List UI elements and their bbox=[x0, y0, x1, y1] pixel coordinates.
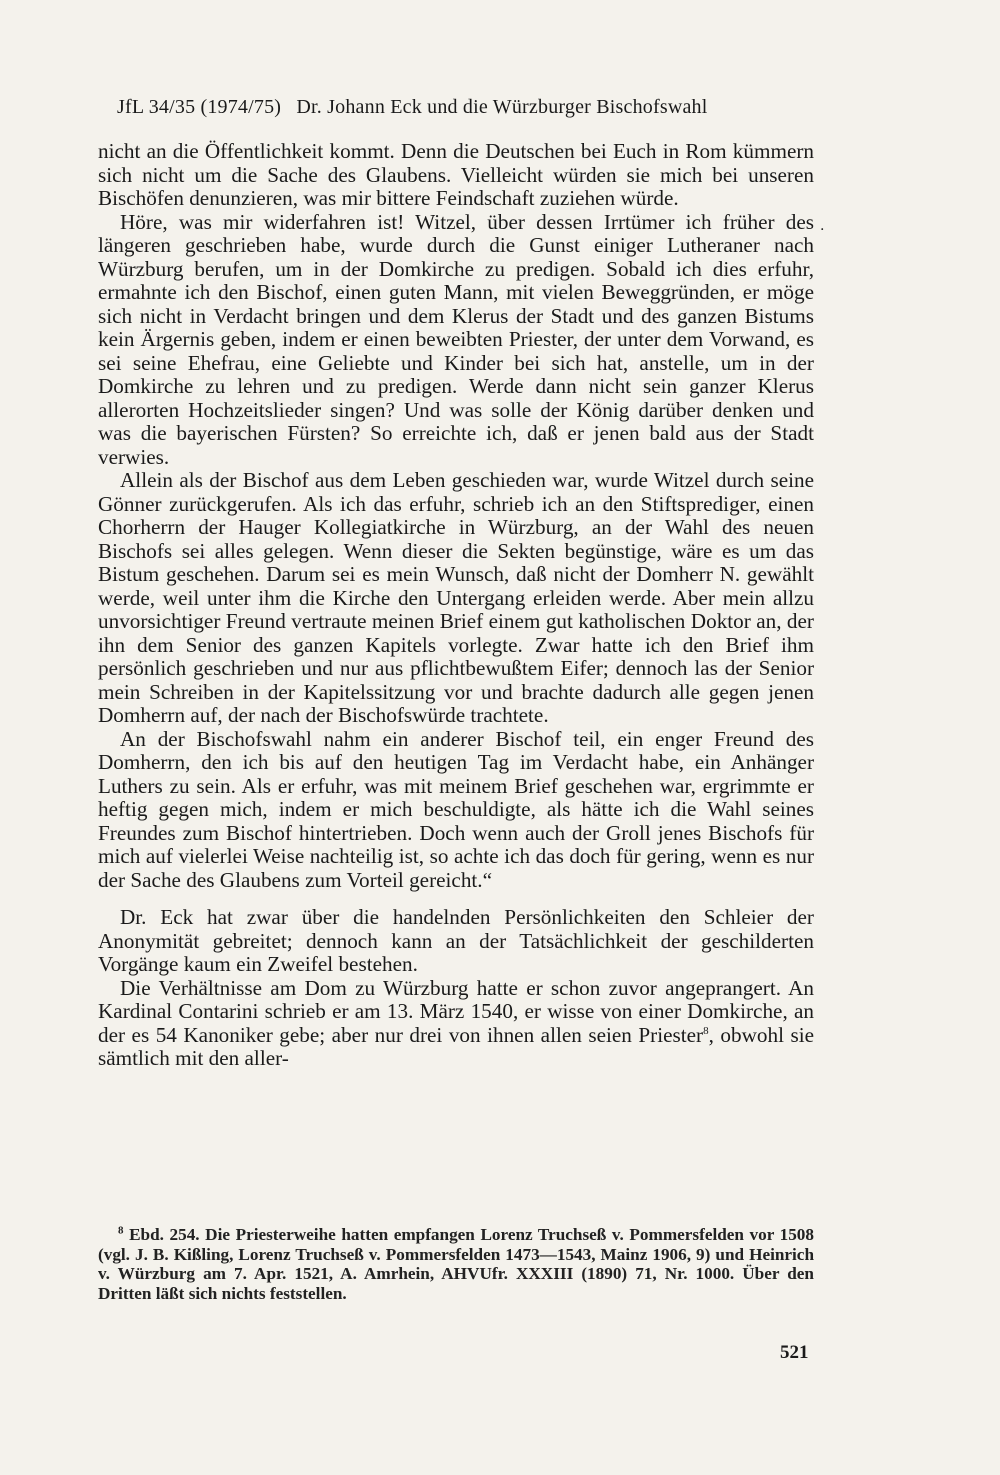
body-text bbox=[98, 140, 814, 1071]
paragraph-1: nicht an die Öffentlichkeit kommt. Denn die Deutschen bei Euch in Rom kümmern sich nicht um die Sache des Glaubens. Vielleicht würden sie mich bei unseren Bischöfen denunzieren, was mir bittere Feindschaft zuziehen würde. bbox=[98, 139, 814, 210]
paragraph-4: An der Bischofswahl nahm ein anderer Bischof teil, ein enger Freund des Domherrn, den ich bis auf den heutigen Tag im Verdacht habe, ein Anhänger Luthers zu sein. Als er erfuhr, was mit meinem Brief geschehen war, ergrimmte er heftig gegen mich, indem er mich beschuldigte, als hätte ich die Wahl seines Freundes zum Bischof hintertrieben. Doch wenn auch der Groll jenes Bischofs für mich auf vielerlei Weise nachteilig ist, so achte ich das doch für gering, wenn es nur der Sache des Glaubens zum Vorteil gereicht.“ bbox=[98, 726, 814, 892]
running-head bbox=[117, 96, 817, 119]
paragraph-6-text: Die Verhältnisse am Dom zu Würzburg hatte er schon zuvor angeprangert. An Kardinal Contarini schrieb er am 13. März 1540, er wisse von einer Domkirche, an der es 54 Kanoniker gebe; aber nur drei von ihnen allen seien Priester bbox=[98, 975, 814, 1047]
running-title: Dr. Johann Eck und die Würzburger Bischofswahl bbox=[296, 96, 708, 118]
paragraph-6 bbox=[98, 977, 814, 1071]
footnote-text: Ebd. 254. Die Priesterweihe hatten empfangen Lorenz Truchseß v. Pommersfelden vor 1508 (vgl. J. B. Kißling, Lorenz Truchseß v. Pommersfelden 1473—1543, Mainz 1906, 9) und Heinrich v. Würzburg am 7. Apr. 1521, A. Amrhein, AHVUfr. XXXIII (1890) 71, Nr. 1000. Über den Dritten läßt sich nichts feststellen. bbox=[98, 1225, 814, 1303]
paragraph-2: Höre, was mir widerfahren ist! Witzel, über dessen Irrtümer ich früher des längeren geschrieben habe, wurde durch die Gunst einiger Lutheraner nach Würzburg berufen, um in der Domkirche zu predigen. Sobald ich dies erfuhr, ermahnte ich den Bischof, einen guten Mann, mit vielen Beweggründen, er möge sich nicht in Verdacht bringen und dem Klerus der Stadt und des ganzen Bistums kein Ärgernis geben, indem er einen beweibten Priester, der unter dem Vorwand, es sei seine Ehefrau, eine Geliebte und Kinder bei sich hat, anstelle, um in der Domkirche zu lehren und zu predigen. Werde dann nicht sein ganzer Klerus allerorten Hochzeitslieder singen? Und was solle der König darüber denken und was die bayerischen Fürsten? So erreichte ich, daß er jenen bald aus der Stadt verwies. bbox=[98, 209, 814, 469]
margin-mark: . bbox=[820, 218, 825, 234]
paragraph-6-continuation: , obwohl sie sämtlich mit den aller- bbox=[98, 1022, 815, 1070]
journal-citation: JfL 34/35 (1974/75) bbox=[117, 96, 282, 118]
footnote-8 bbox=[98, 1225, 814, 1303]
footnote bbox=[98, 1225, 814, 1303]
footnote-reference[interactable]: 8 bbox=[703, 1024, 709, 1037]
page-number: 521 bbox=[780, 1342, 809, 1363]
paragraph-3: Allein als der Bischof aus dem Leben geschieden war, wurde Witzel durch seine Gönner zurückgerufen. Als ich das erfuhr, schrieb ich an den Stiftsprediger, einen Chorherrn der Hauger Kollegiatkirche in Würzburg, an der Wahl des neuen Bischofs sei alles gelegen. Wenn dieser die Sekten begünstige, wäre es um das Bistum geschehen. Darum sei es mein Wunsch, daß nicht der Domherr N. gewählt werde, weil unter ihm die Kirche den Untergang erleiden werde. Aber mein allzu unvorsichtiger Freund vertraute meinen Brief einem gut katholischen Doktor an, der ihn dem Senior des ganzen Kapitels vorlegte. Zwar hatte ich den Brief ihm persönlich geschrieben und nur aus pflichtbewußtem Eifer; dennoch las der Senior mein Schreiben in der Kapitelssitzung vor und brachte dadurch alle gegen jenen Domherrn auf, der nach der Bischofswürde trachtete. bbox=[98, 468, 814, 727]
footnote-number: 8 bbox=[118, 1224, 124, 1237]
paragraph-5: Dr. Eck hat zwar über die handelnden Persönlichkeiten den Schleier der Anonymität gebreitet; dennoch kann an der Tatsächlichkeit der geschilderten Vorgänge kaum ein Zweifel bestehen. bbox=[98, 905, 814, 976]
